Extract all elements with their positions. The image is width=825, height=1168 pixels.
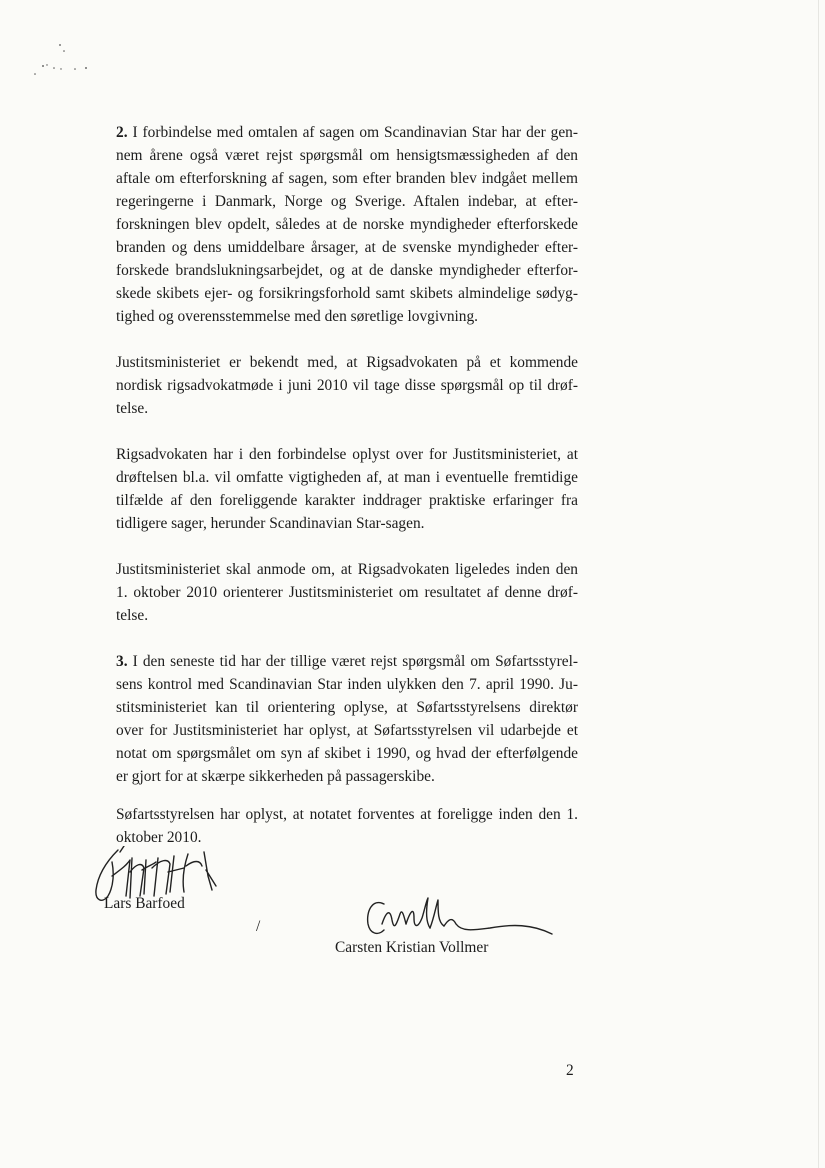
section-number: 3. xyxy=(116,653,128,670)
text-line: forskningen blev opdelt, således at de norske myndigheder efterforskede xyxy=(116,216,578,233)
signatory-name-2: Carsten Kristian Vollmer xyxy=(335,939,489,956)
text-line: notat om spørgsmålet om syn af skibet i 1990, og hvad der efterfølgende xyxy=(116,745,578,762)
text-line: tidligere sager, herunder Scandinavian Star-sagen. xyxy=(116,515,425,532)
text-line: Søfartsstyrelsen har oplyst, at notatet forventes at foreligge inden den 1. xyxy=(116,806,578,823)
text-line: 1. oktober 2010 orienterer Justitsministeriet om resultatet af denne drøf- xyxy=(116,584,578,601)
text-line: telse. xyxy=(116,607,149,624)
text-line: 3. I den seneste tid har der tillige været rejst spørgsmål om Søfartsstyrel- xyxy=(116,653,578,670)
text-line: tighed og overensstemmelse med den søretlige lovgivning. xyxy=(116,308,479,325)
text-line: over for Justitsministeriet har oplyst, at Søfartsstyrelsen vil udarbejde et xyxy=(116,722,578,739)
text-line: skede skibets ejer- og forsikringsforhold samt skibets almindelige sødyg- xyxy=(116,285,578,302)
section-number: 2. xyxy=(116,124,128,141)
text-line: Justitsministeriet skal anmode om, at Rigsadvokaten ligeledes inden den xyxy=(116,561,578,578)
text-line: telse. xyxy=(116,400,149,417)
scan-specks xyxy=(28,38,98,78)
page-number: 2 xyxy=(566,1062,574,1079)
text-line: regeringerne i Danmark, Norge og Sverige. Aftalen indebar, at efter- xyxy=(116,193,578,210)
text-line: tilfælde af den foreliggende karakter inddrager praktiske erfaringer fra xyxy=(116,492,578,509)
text-line: Rigsadvokaten har i den forbindelse oplyst over for Justitsministeriet, at xyxy=(116,446,578,463)
text-line: branden og dens umiddelbare årsager, at de svenske myndigheder efter- xyxy=(116,239,578,256)
text-line: forskede brandslukningsarbejdet, og at de danske myndigheder efterfor- xyxy=(116,262,578,279)
text-line: drøftelsen bl.a. vil omfatte vigtigheden af, at man i eventuelle fremtidige xyxy=(116,469,578,486)
text-line: 2. I forbindelse med omtalen af sagen om Scandinavian Star har der gen- xyxy=(116,124,578,141)
text-line: nordisk rigsadvokatmøde i juni 2010 vil tage disse spørgsmål op til drøf- xyxy=(116,377,578,394)
text-line: nem årene også været rejst spørgsmål om hensigtsmæssigheden af den xyxy=(116,147,578,164)
signature-separator: / xyxy=(256,918,261,935)
text-line: er gjort for at skærpe sikkerheden på passagerskibe. xyxy=(116,768,435,785)
scan-edge xyxy=(818,0,819,1168)
text-line: sens kontrol med Scandinavian Star inden ulykken den 7. april 1990. Ju- xyxy=(116,676,578,693)
text-line: stitsministeriet kan til orientering oplyse, at Søfartsstyrelsens direktør xyxy=(116,699,578,716)
text-line: Justitsministeriet er bekendt med, at Rigsadvokaten på et kommende xyxy=(116,354,578,371)
signatory-name-1: Lars Barfoed xyxy=(104,895,185,912)
text-line: aftale om efterforskning af sagen, som efter branden blev indgået mellem xyxy=(116,170,578,187)
text-line: oktober 2010. xyxy=(116,829,202,846)
